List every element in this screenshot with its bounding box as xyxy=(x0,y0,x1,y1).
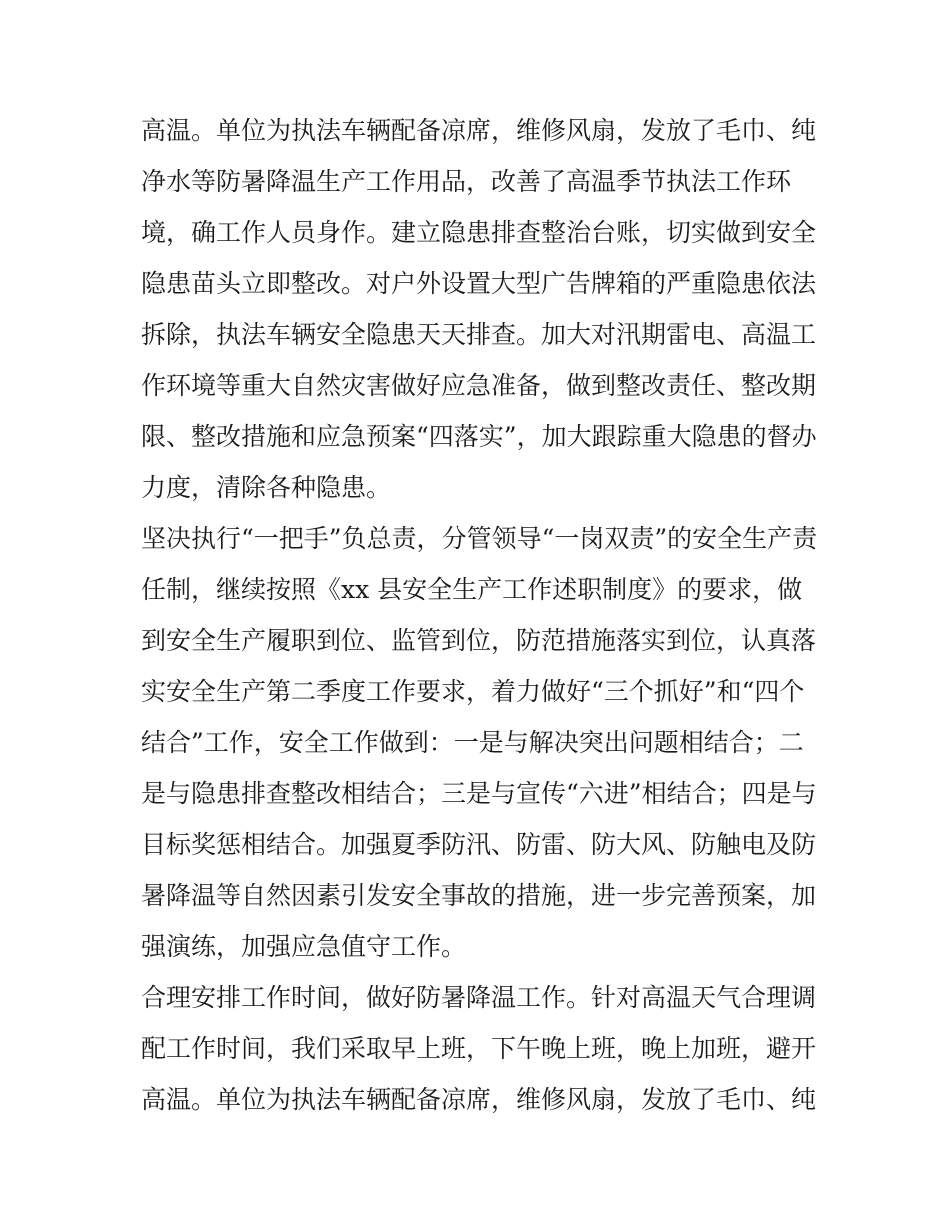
paragraph-1 xyxy=(141,105,817,513)
document-body xyxy=(141,105,818,1125)
text-line: 合理安排工作时间，做好防暑降温工作。针对高温天气合理调 xyxy=(141,983,817,1012)
text-line: 境，确工作人员身作。建立隐患排查整治台账，切实做到安全 xyxy=(141,218,817,247)
text-line: 隐患苗头立即整改。对户外设置大型广告牌箱的严重隐患依法 xyxy=(141,269,817,298)
text-line: 作环境等重大自然灾害做好应急准备，做到整改责任、整改期 xyxy=(141,371,817,400)
text-line: 强演练，加强应急值守工作。 xyxy=(141,932,467,961)
text-line: 是与隐患排查整改相结合；三是与宣传“六进”相结合；四是与 xyxy=(141,779,817,808)
text-line: 力度，清除各种隐患。 xyxy=(141,473,392,502)
text-line: 净水等防暑降温生产工作用品，改善了高温季节执法工作环 xyxy=(141,167,792,196)
paragraph-2 xyxy=(141,513,818,972)
text-line: 目标奖惩相结合。加强夏季防汛、防雷、防大风、防触电及防 xyxy=(141,830,817,859)
text-line: 配工作时间，我们采取早上班，下午晚上班，晚上加班，避开 xyxy=(141,1034,817,1063)
text-line: 到安全生产履职到位、监管到位，防范措施落实到位，认真落 xyxy=(141,626,817,655)
text-line: 限、整改措施和应急预案“四落实”，加大跟踪重大隐患的督办 xyxy=(141,422,817,451)
text-line: 坚决执行“一把手”负总责，分管领导“一岗双责”的安全生产责 xyxy=(141,524,818,553)
paragraph-3 xyxy=(141,972,817,1125)
text-line: 高温。单位为执法车辆配备凉席，维修风扇，发放了毛巾、纯 xyxy=(141,116,817,145)
text-line: 高温。单位为执法车辆配备凉席，维修风扇，发放了毛巾、纯 xyxy=(141,1085,817,1114)
text-line: 暑降温等自然因素引发安全事故的措施，进一步完善预案，加 xyxy=(141,881,817,910)
text-line: 任制，继续按照《xx 县安全生产工作述职制度》的要求，做 xyxy=(141,575,803,604)
text-line: 结合”工作，安全工作做到：一是与解决突出问题相结合；二 xyxy=(141,728,804,757)
text-line: 拆除，执法车辆安全隐患天天排查。加大对汛期雷电、高温工 xyxy=(141,320,817,349)
text-line: 实安全生产第二季度工作要求，着力做好“三个抓好”和“四个 xyxy=(141,677,805,706)
